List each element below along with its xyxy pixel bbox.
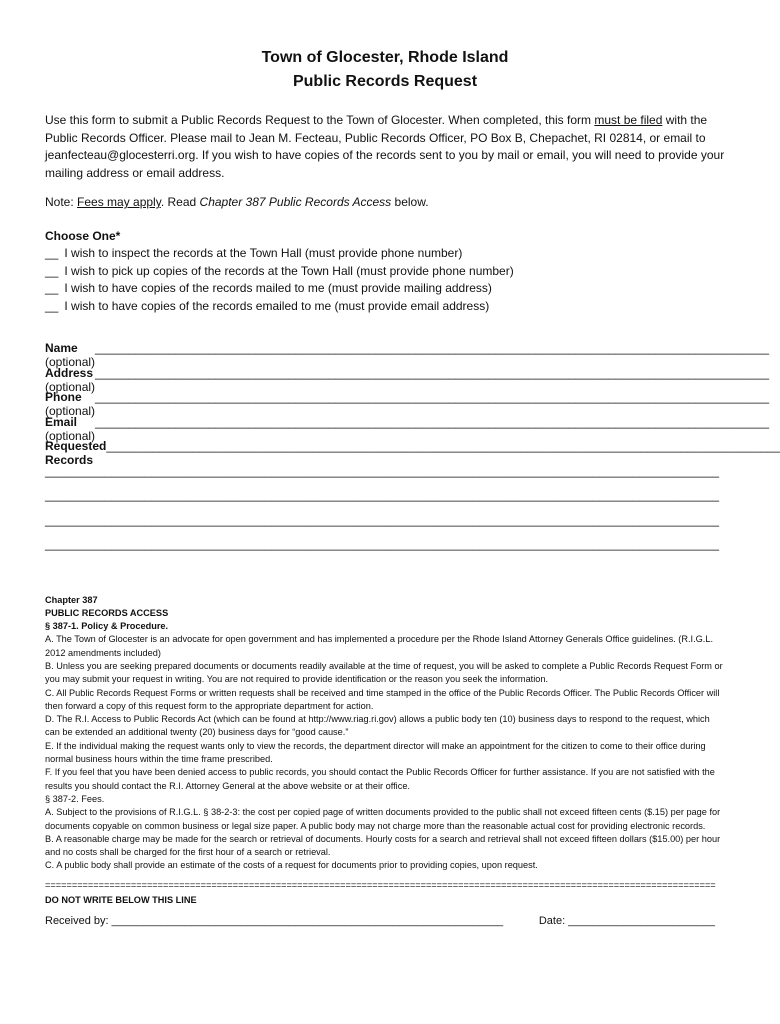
address-field	[45, 365, 770, 394]
office-use-row	[45, 915, 715, 927]
policy-paragraph-b: B. Unless you are seeking prepared documents or documents readily available at the time of request, you will be asked to complete a Public Records Request Form or you may submit your request in writing. You are not required to provide identification or the reason you seek the information.	[45, 660, 723, 685]
policy-paragraph-f: F. If you feel that you have been denied access to public records, you should contact the Public Records Officer for further assistance. If you are not satisfied with the results you should contact the R.I. Attorney General at the above website or at their office.	[45, 767, 715, 791]
option-label: I wish to have copies of the records mailed to me (must provide mailing address)	[64, 281, 492, 295]
requested-records-line-2[interactable]: _____________________________________________________________________________________________________	[45, 463, 720, 478]
email-input-line[interactable]: _____________________________________________________________________________________________________	[95, 414, 770, 429]
fees-paragraph-a: A. Subject to the provisions of R.I.G.L. § 38-2-3: the cost per copied page of written documents provided to the public shall not exceed fifteen cents ($.15) per page for documents copyable on common business or legal size paper. A public body may not charge more than the reasonable actual cost for providing electronic records.	[45, 807, 721, 831]
address-label-suffix: (optional)	[45, 379, 96, 394]
policy-paragraph-a: A. The Town of Glocester is an advocate for open government and has implemented a procedure per the Rhode Island Attorney Generals Office guidelines. (R.I.G.L. 2012 amendments included)	[45, 634, 714, 658]
phone-input-line[interactable]: _____________________________________________________________________________________________________	[95, 390, 770, 404]
option-blank[interactable]: __	[45, 281, 59, 295]
intro-paragraph	[45, 112, 725, 182]
requested-records-field	[45, 439, 780, 467]
phone-label-bold: Phone	[45, 390, 82, 404]
intro-text-1: Use this form to submit a Public Records Request to the Town of Glocester. When completed, this form	[45, 113, 595, 127]
choose-one-heading: Choose One*	[45, 228, 121, 243]
address-input-line[interactable]: _____________________________________________________________________________________________________	[95, 365, 770, 380]
name-input-line[interactable]: _____________________________________________________________________________________________________	[95, 341, 770, 355]
option-pickup[interactable]	[45, 263, 725, 281]
email-label-bold: Email	[45, 414, 78, 429]
email-field	[45, 414, 770, 443]
section-387-2-heading: § 387-2. Fees.	[45, 793, 105, 804]
note-fees-underlined: Fees may apply	[77, 195, 161, 209]
public-records-request-form	[45, 46, 780, 927]
choose-one-section	[45, 228, 725, 316]
address-label-bold: Address	[45, 365, 94, 380]
requested-records-line-4[interactable]: _____________________________________________________________________________________________________	[45, 512, 720, 527]
requested-records-label-bold: Requested Records	[45, 439, 107, 467]
option-mailed[interactable]	[45, 280, 725, 298]
requested-records-line-5[interactable]: _____________________________________________________________________________________________________	[45, 537, 720, 551]
option-inspect[interactable]	[45, 245, 725, 263]
chapter-title: Chapter 387	[45, 594, 98, 605]
separator-line: =============================================================================================================================	[45, 879, 716, 890]
section-387-1-heading: § 387-1. Policy & Procedure.	[45, 621, 169, 632]
policy-paragraph-c: C. All Public Records Request Forms or written requests shall be received and time stamped in the office of the Public Records Officer. The Public Records Officer will then forward a copy of this request form to the appropriate department for action.	[45, 687, 720, 711]
note-middle: . Read	[160, 195, 200, 209]
form-title	[45, 46, 725, 94]
option-label: I wish to pick up copies of the records at the Town Hall (must provide phone number)	[64, 263, 514, 278]
option-emailed[interactable]	[45, 298, 725, 316]
intro-underlined: must be filed	[594, 113, 663, 127]
date-line[interactable]: Date: ________________________	[538, 914, 715, 927]
requested-records-input-line[interactable]: _____________________________________________________________________________________________________	[106, 439, 780, 453]
option-blank[interactable]: __	[45, 263, 59, 278]
note-paragraph	[45, 194, 725, 212]
option-label: I wish to have copies of the records emailed to me (must provide email address)	[64, 298, 490, 313]
option-blank[interactable]: __	[45, 246, 59, 260]
fees-paragraph-c: C. A public body shall provide an estimate of the costs of a request for documents prior to providing copies, upon request.	[45, 860, 538, 871]
option-label: I wish to inspect the records at the Town Hall (must provide phone number)	[64, 246, 463, 260]
name-label-suffix: (optional)	[45, 355, 96, 369]
title-line-1: Town of Glocester, Rhode Island	[261, 49, 509, 66]
name-field	[45, 341, 770, 369]
policy-paragraph-d: D. The R.I. Access to Public Records Act (which can be found at http://www.riag.ri.gov) allows a public body ten (10) business days to respond to the request, which can be extended an additional twenty (20) business days for “good cause.”	[45, 714, 710, 738]
phone-field	[45, 390, 770, 418]
note-prefix: Note:	[45, 195, 78, 209]
fees-paragraph-b: B. A reasonable charge may be made for the search or retrieval of documents. Hourly costs for a search and retrieval shall not exceed fifteen dollars ($15.00) per hour and no costs shall be charged for the first hour of a search or retrieval.	[45, 833, 721, 858]
policy-paragraph-e: E. If the individual making the request wants only to view the records, the department director will make an appointment for the citizen to come to their office during normal business hours within the time frame prescribed.	[45, 740, 706, 765]
contact-fields	[45, 341, 780, 562]
phone-label-suffix: (optional)	[45, 404, 96, 418]
intro-text-2: with the Public Records Officer. Please mail to Jean M. Fecteau, Public Records Officer, PO Box B, Chepachet, RI 02814, or email to jeanfecteau@glocesterri.org. If you wish to have copies of the records sent to you by mail or email, you will need to provide your mailing address or email address.	[45, 113, 725, 180]
option-blank[interactable]: __	[45, 298, 59, 313]
name-label-bold: Name	[45, 341, 78, 355]
chapter-subtitle: PUBLIC RECORDS ACCESS	[45, 607, 169, 618]
do-not-write-notice: DO NOT WRITE BELOW THIS LINE	[45, 894, 197, 905]
received-by-line[interactable]: Received by: ________________________________________________________________	[45, 914, 504, 927]
note-suffix: below.	[391, 195, 429, 209]
requested-records-line-3[interactable]: _____________________________________________________________________________________________________	[45, 488, 720, 502]
requested-records-label	[45, 439, 106, 467]
note-chapter-italic: Chapter 387 Public Records Access	[199, 195, 392, 209]
email-label-suffix: (optional)	[45, 428, 96, 443]
chapter-387-text	[45, 594, 723, 873]
title-line-2: Public Records Request	[292, 73, 478, 90]
